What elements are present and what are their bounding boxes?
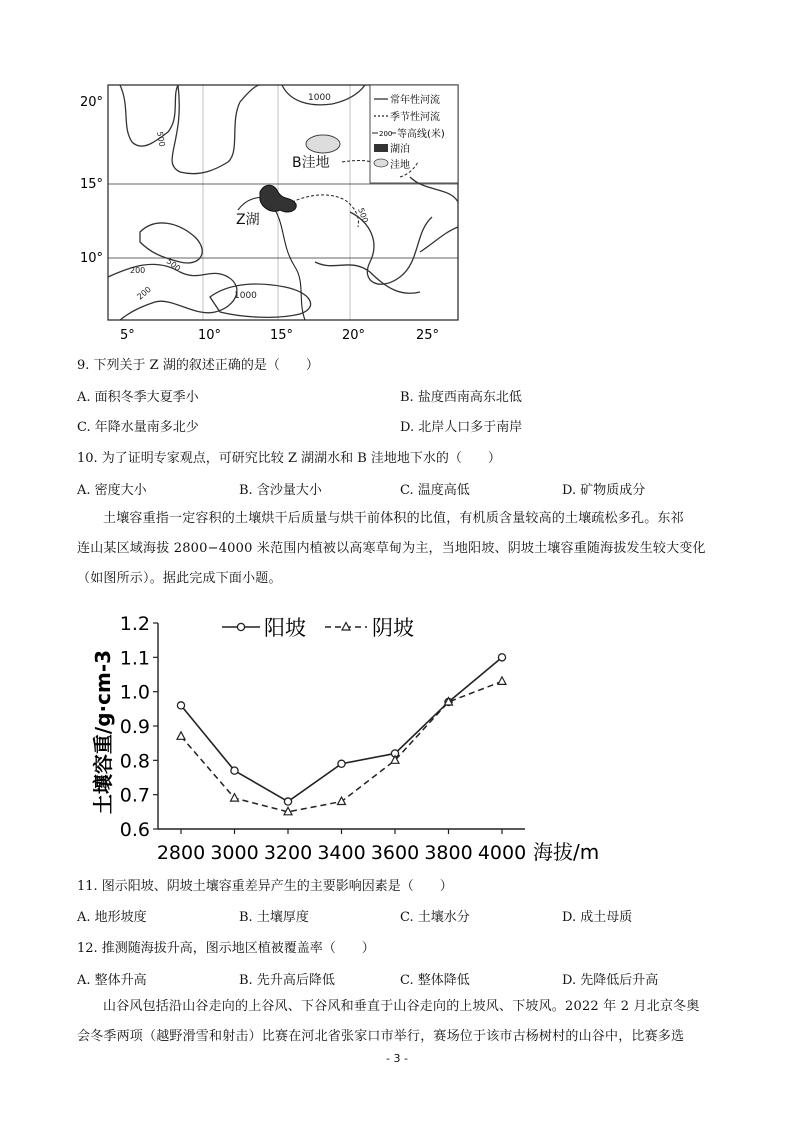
q11-option-a: A. 地形坡度	[77, 910, 147, 925]
q12-option-c: C. 整体降低	[400, 973, 470, 988]
q12-option-b: B. 先升高后降低	[239, 973, 335, 988]
legend-marker-sunny	[237, 623, 244, 630]
q10-option-c: C. 温度高低	[400, 483, 470, 498]
y-tick-label: 1.0	[119, 681, 150, 704]
intro-line: 土壤容重指一定容积的土壤烘干后质量与烘干前体积的比值，有机质含量较高的土壤疏松多孔。东祁	[103, 511, 684, 526]
data-point	[231, 794, 239, 802]
intro-line: 山谷风包括沿山谷走向的上谷风、下谷风和垂直于山谷走向的上坡风、下坡风。2022 年 2 月北京冬奥	[103, 999, 700, 1014]
soil-bulk-density-chart	[80, 605, 620, 867]
intro-paragraph-2	[77, 992, 727, 1052]
q11-option-b: B. 土壤厚度	[239, 910, 309, 925]
lon-label: 20°	[342, 328, 366, 343]
y-tick-label: 1.1	[119, 647, 150, 670]
lake-z-label: Z湖	[236, 212, 260, 228]
legend-lake: 湖泊	[390, 144, 410, 155]
x-tick-label: 3800	[424, 842, 473, 864]
contour-label: 500	[155, 130, 167, 148]
data-point	[284, 798, 291, 805]
question-12-stem: 12. 推测随海拔升高，图示地区植被覆盖率（ ）	[77, 941, 375, 956]
contour-label: 1000	[308, 93, 331, 103]
data-point	[498, 654, 505, 661]
series-line	[181, 657, 502, 801]
question-11-stem: 11. 图示阳坡、阴坡土壤容重差异产生的主要影响因素是（ ）	[77, 879, 453, 894]
contour-label: 200	[130, 266, 146, 275]
q11-option-c: C. 土壤水分	[400, 910, 470, 925]
question-10-stem: 10. 为了证明专家观点，可研究比较 Z 湖湖水和 B 洼地地下水的（ ）	[77, 451, 501, 466]
x-tick-label: 4000	[477, 842, 527, 864]
y-tick-label: 0.6	[119, 819, 150, 841]
q9-option-a: A. 面积冬季大夏季小	[77, 390, 199, 405]
q11-option-d: D. 成土母质	[562, 910, 633, 925]
x-tick-label: 3200	[263, 842, 313, 864]
x-tick-label: 3000	[210, 842, 259, 864]
q10-option-d: D. 矿物质成分	[562, 483, 646, 498]
legend-seasonal-river: 季节性河流	[390, 112, 440, 123]
intro-line: （如图所示）。据此完成下面小题。	[77, 571, 282, 586]
legend-label-shady: 阴坡	[372, 616, 414, 640]
q10-option-b: B. 含沙量大小	[239, 483, 322, 498]
q10-option-a: A. 密度大小	[77, 483, 147, 498]
lon-label: 10°	[198, 328, 222, 343]
x-axis-label: 海拔/m	[533, 840, 600, 864]
q9-option-b: B. 盐度西南高东北低	[400, 390, 522, 405]
lat-label: 15°	[80, 177, 104, 192]
legend-depression: 洼地	[390, 160, 410, 171]
contour-label: 1000	[234, 291, 257, 301]
y-tick-label: 1.2	[119, 613, 150, 635]
y-tick-label: 0.7	[119, 784, 150, 807]
x-tick-label: 2800	[156, 842, 206, 864]
y-axis-label: 土壤容重/g·cm-3	[91, 649, 115, 815]
contour-label: 500	[356, 206, 370, 225]
lat-label: 20°	[80, 95, 104, 110]
lon-label: 25°	[416, 328, 440, 343]
data-point	[177, 732, 185, 740]
y-tick-label: 0.8	[119, 750, 150, 773]
contour-label: 500	[164, 256, 183, 274]
q9-option-c: C. 年降水量南多北少	[77, 420, 199, 435]
q9-option-d: D. 北岸人口多于南岸	[400, 420, 523, 435]
page-number: - 3 -	[386, 1052, 408, 1065]
q12-option-a: A. 整体升高	[77, 973, 147, 988]
intro-line: 连山某区域海拔 2800−4000 米范围内植被以高寒草甸为主，当地阳坡、阴坡土壤容重随海拔发生较大变化	[77, 541, 706, 556]
question-9-stem: 9. 下列关于 Z 湖的叙述正确的是（ ）	[77, 358, 319, 373]
x-tick-label: 3400	[317, 842, 366, 864]
data-point	[231, 767, 238, 774]
y-tick-label: 0.9	[119, 716, 150, 738]
q12-option-d: D. 先降低后升高	[562, 973, 659, 988]
lat-label: 10°	[80, 251, 104, 266]
legend-perennial-river: 常年性河流	[390, 95, 440, 106]
intro-paragraph-1	[77, 504, 727, 594]
contour-label: 200	[135, 284, 153, 302]
series-line	[181, 681, 502, 811]
data-point	[338, 760, 345, 767]
legend-contour: 等高线(米)	[397, 129, 445, 140]
depression-b-label: B洼地	[292, 155, 330, 171]
legend-contour-value: 200	[379, 130, 393, 138]
data-point	[338, 797, 346, 805]
topographic-map	[60, 82, 480, 347]
data-point	[498, 677, 506, 685]
lon-label: 5°	[120, 328, 135, 343]
legend-label-sunny: 阳坡	[264, 616, 306, 640]
lon-label: 15°	[270, 328, 294, 343]
intro-line: 会冬季两项（越野滑雪和射击）比赛在河北省张家口市举行，赛场位于该市古杨树村的山谷中，比赛多选	[77, 1029, 685, 1044]
x-tick-label: 3600	[370, 842, 420, 864]
data-point	[177, 702, 184, 709]
